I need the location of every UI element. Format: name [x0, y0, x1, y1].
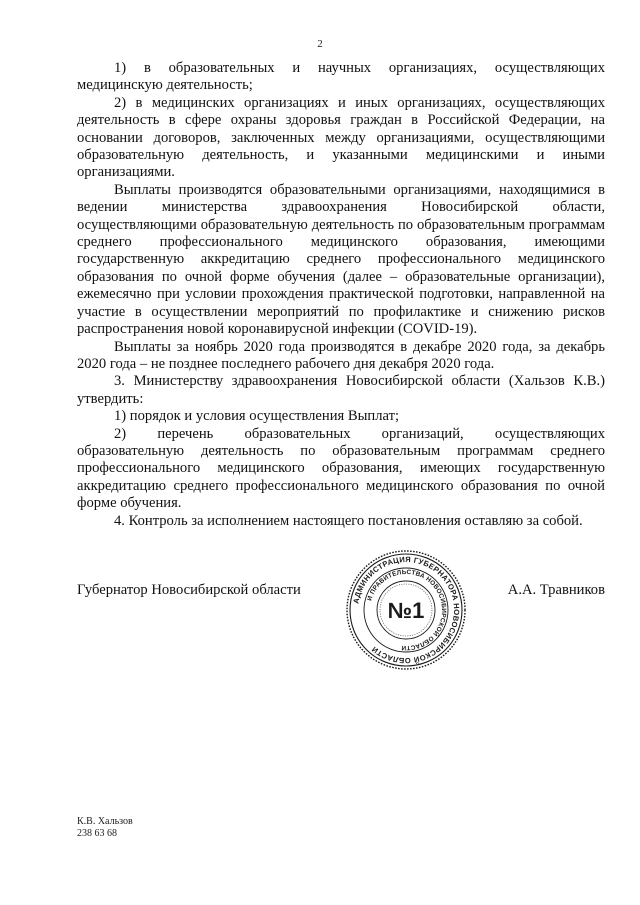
- seal-number: №1: [387, 598, 425, 623]
- footer-contact: [77, 816, 133, 840]
- seal-inner-text: И ПРАВИТЕЛЬСТВА НОВОСИБИРСКОЙ ОБЛАСТИ: [366, 568, 448, 652]
- paragraph-item-1: 1) в образовательных и научных организациях, осуществляющих медицинскую деятельность;: [77, 60, 605, 94]
- paragraph-ministry: 3. Министерству здравоохранения Новосибирской области (Хальзов К.В.) утвердить:: [77, 373, 605, 407]
- paragraph-payment-dates: Выплаты за ноябрь 2020 года производятся в декабре 2020 года, за декабрь 2020 года – не позднее последнего рабочего дня декабря 2020 года.: [77, 338, 605, 372]
- paragraph-procedure: 1) порядок и условия осуществления Выплат;: [114, 408, 400, 425]
- page-number: 2: [317, 38, 323, 50]
- footer-author: К.В. Хальзов: [77, 816, 133, 827]
- paragraph-list: 2) перечень образовательных организаций, осуществляющих образовательную деятельность по образовательным программам среднего профессионального медицинского образования, имеющих государственную аккредитацию среднего профессионального медицинского образования по очной форме обучения.: [77, 425, 605, 512]
- document-body: [77, 60, 605, 530]
- paragraph-control: 4. Контроль за исполнением настоящего постановления оставляю за собой.: [114, 512, 583, 529]
- paragraph-payments: Выплаты производятся образовательными организациями, находящимися в ведении министерства здравоохранения Новосибирской области, осуществляющими образовательную деятельность по образовательным программам среднего профессионального медицинского образования, имеющими государственную аккредитацию среднего профессионального медицинского образования по очной форме обучения (далее – образовательные организации), ежемесячно при условии прохождения практической подготовки, направленной на участие в осуществлении мероприятий по профилактике и снижению рисков распространения новой коронавирусной инфекции (COVID-19).: [77, 181, 605, 338]
- paragraph-item-2: 2) в медицинских организациях и иных организациях, осуществляющих деятельность в сфере охраны здоровья граждан в Российской Федерации, на основании договоров, заключенных между организациями, осуществляющими образовательную деятельность, и указанными медицинскими и иными организациями.: [77, 94, 605, 181]
- signatory-name: А.А. Травников: [507, 582, 605, 598]
- official-seal: [344, 548, 468, 672]
- seal-outer-text: АДМИНИСТРАЦИЯ ГУБЕРНАТОРА НОВОСИБИРСКОЙ ОБЛАСТИ: [351, 554, 462, 666]
- signatory-title: Губернатор Новосибирской области: [77, 582, 301, 598]
- footer-phone: 238 63 68: [77, 828, 117, 839]
